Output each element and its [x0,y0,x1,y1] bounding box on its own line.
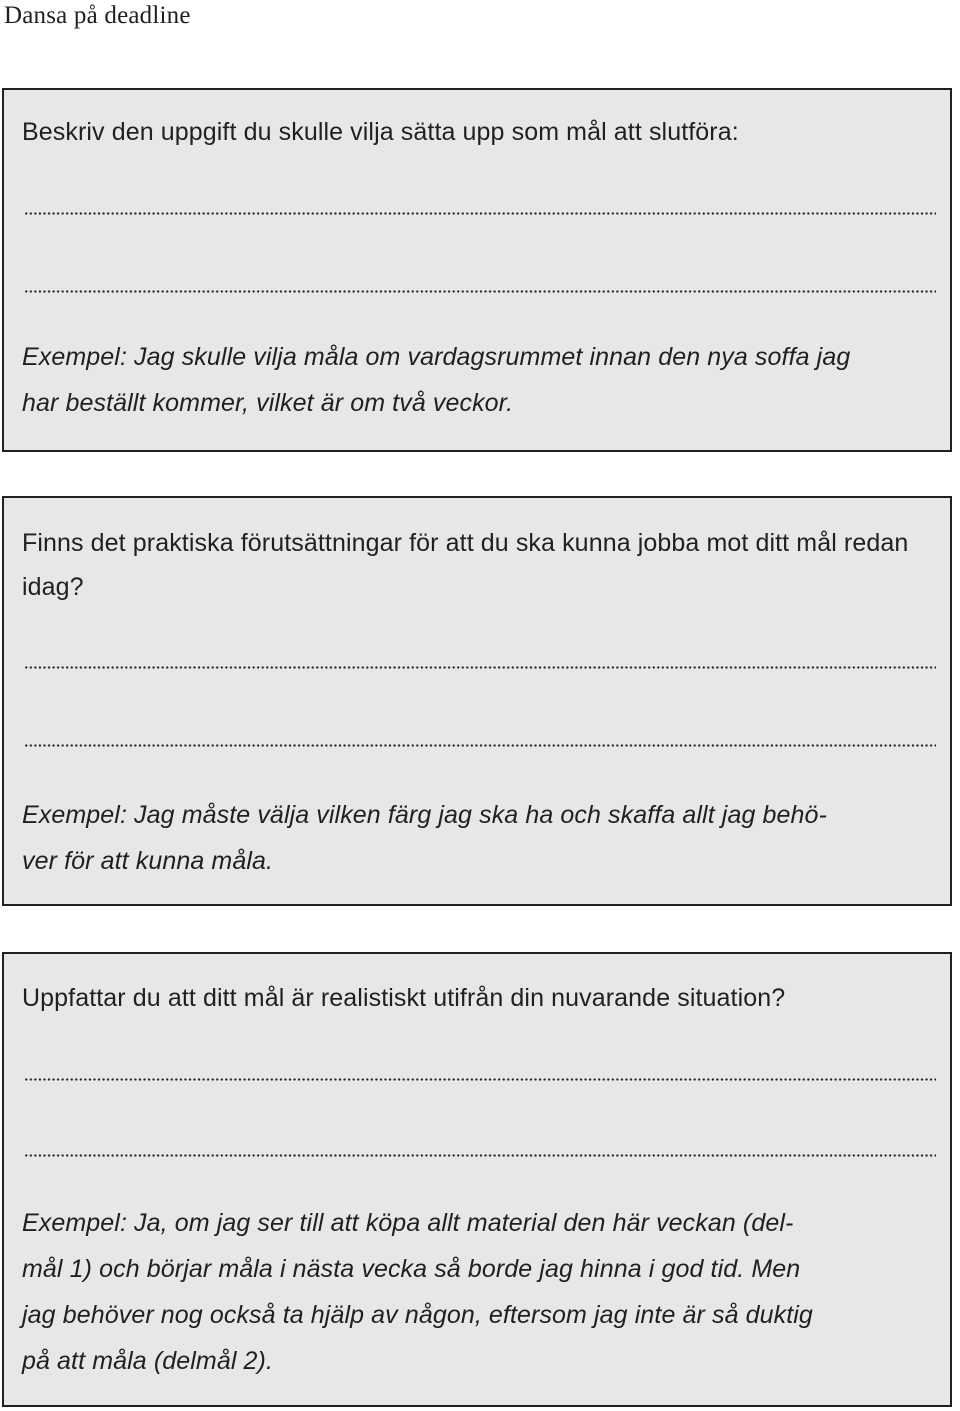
exercise-box-3 [2,952,952,1407]
answer-line-2a[interactable] [24,666,936,669]
running-head: Dansa på deadline [4,2,191,29]
question-1: Beskriv den uppgift du skulle vilja sätta upp som mål att slutföra: [22,118,739,146]
answer-line-3a[interactable] [24,1078,936,1081]
example-1-line-2: har beställt kommer, vilket är om två veckor. [22,389,514,417]
example-2-line-1: Exempel: Jag måste välja vilken färg jag ska ha och skaffa allt jag behö- [22,801,827,829]
example-1 [22,334,938,426]
example-3-line-3: jag behöver nog också ta hjälp av någon, eftersom jag inte är så duktig [22,1301,813,1329]
example-3-line-4: på att måla (delmål 2). [22,1347,274,1375]
example-2 [22,792,938,884]
exercise-box-2 [2,496,952,906]
question-3: Uppfattar du att ditt mål är realistiskt utifrån din nuvarande situation? [22,984,786,1012]
exercise-box-1 [2,88,952,452]
example-2-line-2: ver för att kunna måla. [22,847,274,875]
example-3-line-2: mål 1) och börjar måla i nästa vecka så borde jag hinna i god tid. Men [22,1255,801,1283]
example-3-line-1: Exempel: Ja, om jag ser till att köpa allt material den här veckan (del- [22,1209,794,1237]
answer-line-1b[interactable] [24,290,936,293]
example-3 [22,1200,938,1384]
answer-line-1a[interactable] [24,212,936,215]
answer-line-3b[interactable] [24,1154,936,1157]
answer-line-2b[interactable] [24,744,936,747]
question-2: Finns det praktiska förutsättningar för att du ska kunna jobba mot ditt mål redan idag? [22,529,909,601]
example-1-line-1: Exempel: Jag skulle vilja måla om vardagsrummet innan den nya soffa jag [22,343,851,371]
